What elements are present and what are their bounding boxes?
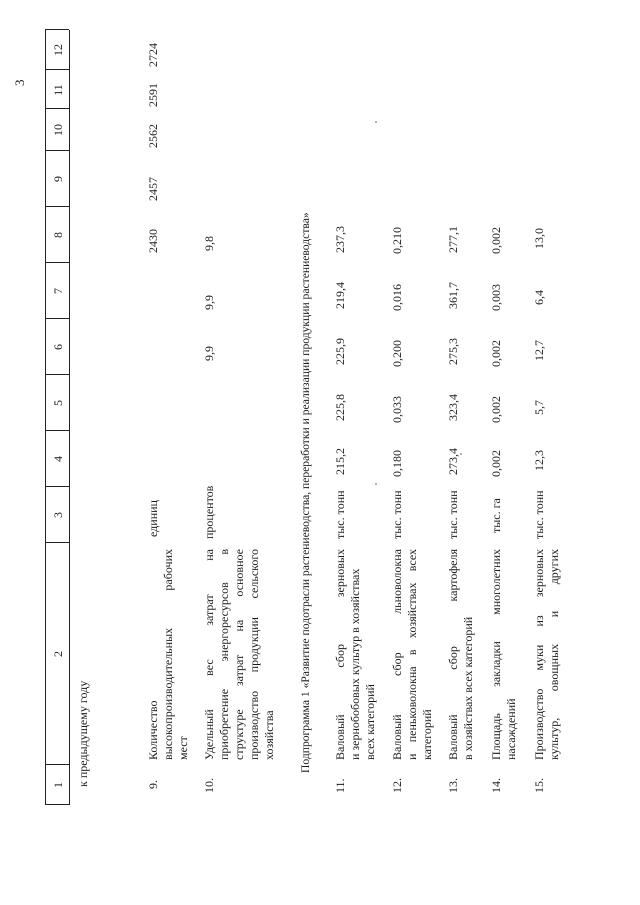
cell-value: 0,002 — [489, 340, 503, 367]
header-col-12: 12 — [51, 44, 65, 56]
row-name-line: Валовый сбор картофеля — [446, 549, 460, 760]
row-name-line: Производство муки из зерновых — [532, 549, 546, 760]
cell-value: 9,8 — [202, 236, 216, 251]
cell-value: 9,9 — [202, 295, 216, 310]
row-name-line: категорий — [420, 709, 434, 760]
scan-speck — [375, 121, 377, 123]
row-number: 9. — [146, 780, 160, 789]
row-unit: тыс. тонн — [333, 490, 347, 539]
row-name-line: всех категорий — [363, 684, 377, 760]
cell-value: 273,4 — [446, 448, 460, 475]
cell-value: 323,4 — [446, 394, 460, 421]
cell-value: 2591 — [146, 83, 160, 107]
col-divider — [45, 542, 69, 543]
row-name-line: в хозяйствах всех категорий — [461, 616, 475, 760]
row-unit: тыс. тонн — [390, 490, 404, 539]
header-col-10: 10 — [51, 124, 65, 136]
cell-value: 9,9 — [202, 346, 216, 361]
header-col-9: 9 — [51, 176, 65, 182]
cell-value: 0,002 — [489, 450, 503, 477]
col-divider — [45, 374, 69, 375]
cell-value: 0,200 — [390, 340, 404, 367]
row-name-line: насаждений — [504, 698, 518, 760]
row-number: 14. — [489, 778, 503, 793]
header-col-7: 7 — [51, 288, 65, 294]
col-divider — [45, 318, 69, 319]
row-unit: процентов — [202, 485, 216, 539]
table-top-border — [45, 30, 46, 805]
cell-value: 225,9 — [333, 338, 347, 365]
row-unit: тыс. га — [489, 498, 503, 533]
header-col-2: 2 — [51, 651, 65, 657]
cell-value: 361,7 — [446, 282, 460, 309]
row-name-line: культур, овощных и других — [547, 549, 561, 760]
cell-value: 0,180 — [390, 450, 404, 477]
cell-value: 12,7 — [532, 340, 546, 361]
cell-value: 0,002 — [489, 227, 503, 254]
cell-value: 237,3 — [333, 226, 347, 253]
cell-value: 2457 — [146, 177, 160, 201]
row-name-line: приобретение энергоресурсов в — [217, 549, 231, 760]
cell-value: 2724 — [146, 43, 160, 67]
header-col-5: 5 — [51, 400, 65, 406]
row-number: 13. — [446, 778, 460, 793]
col-divider — [45, 206, 69, 207]
scan-speck — [460, 453, 462, 455]
continuation-text: к предыдущему году — [76, 680, 90, 787]
row-number: 15. — [532, 778, 546, 793]
row-name-line: Валовый сбор зерновых — [333, 549, 347, 760]
cell-value: 275,3 — [446, 338, 460, 365]
row-number: 10. — [202, 778, 216, 793]
row-name-line: структуре затрат на основное — [232, 549, 246, 760]
row-number: 11. — [333, 778, 347, 793]
cell-value: 0,016 — [390, 284, 404, 311]
cell-value: 12,3 — [532, 450, 546, 471]
row-name-line: Удельный вес затрат на — [202, 549, 216, 760]
header-col-3: 3 — [51, 512, 65, 518]
cell-value: 2430 — [146, 229, 160, 253]
cell-value: 0,033 — [390, 396, 404, 423]
header-col-11: 11 — [51, 84, 65, 96]
row-name-line: Количество — [146, 700, 160, 760]
header-col-4: 4 — [51, 456, 65, 462]
col-divider — [45, 262, 69, 263]
row-name-line: высокопроизводительных рабочих — [161, 549, 175, 760]
cell-value: 6,4 — [532, 290, 546, 305]
header-bottom-border — [69, 30, 70, 805]
cell-value: 277,1 — [446, 226, 460, 253]
cell-value: 5,7 — [532, 400, 546, 415]
row-name-line: и зернобобовых культур в хозяйствах — [348, 568, 362, 760]
row-name-line: Площадь закладки многолетних — [489, 549, 503, 760]
cell-value: 13,0 — [532, 228, 546, 249]
page-number: 3 — [12, 79, 27, 86]
header-col-1: 1 — [51, 782, 65, 788]
row-unit: тыс. тонн — [532, 490, 546, 539]
row-name-line: производство продукции сельского — [247, 549, 261, 760]
row-number: 12. — [390, 778, 404, 793]
cell-value: 0,210 — [390, 227, 404, 254]
cell-value: 2562 — [146, 124, 160, 148]
cell-value: 225,8 — [333, 394, 347, 421]
row-name-line: и пеньковолокна в хозяйствах всех — [405, 549, 419, 760]
cell-value: 0,002 — [489, 396, 503, 423]
header-col-6: 6 — [51, 344, 65, 350]
cell-value: 215,2 — [333, 448, 347, 475]
row-name-line: хозяйства — [262, 710, 276, 760]
col-divider — [45, 486, 69, 487]
col-divider — [45, 150, 69, 151]
col-divider — [45, 430, 69, 431]
row-name-line: Валовый сбор льноволокна — [390, 549, 404, 760]
scan-speck — [375, 483, 377, 485]
row-unit: единиц — [146, 500, 160, 537]
row-name-line: мест — [176, 736, 190, 760]
row-unit: тыс. тонн — [446, 490, 460, 539]
cell-value: 0,003 — [489, 284, 503, 311]
cell-value: 219,4 — [333, 282, 347, 309]
subprogram-heading: Подпрограмма 1 «Развитие подотрасли растениеводства, переработки и реализации продукции растениеводства» — [299, 212, 312, 773]
header-col-8: 8 — [51, 232, 65, 238]
